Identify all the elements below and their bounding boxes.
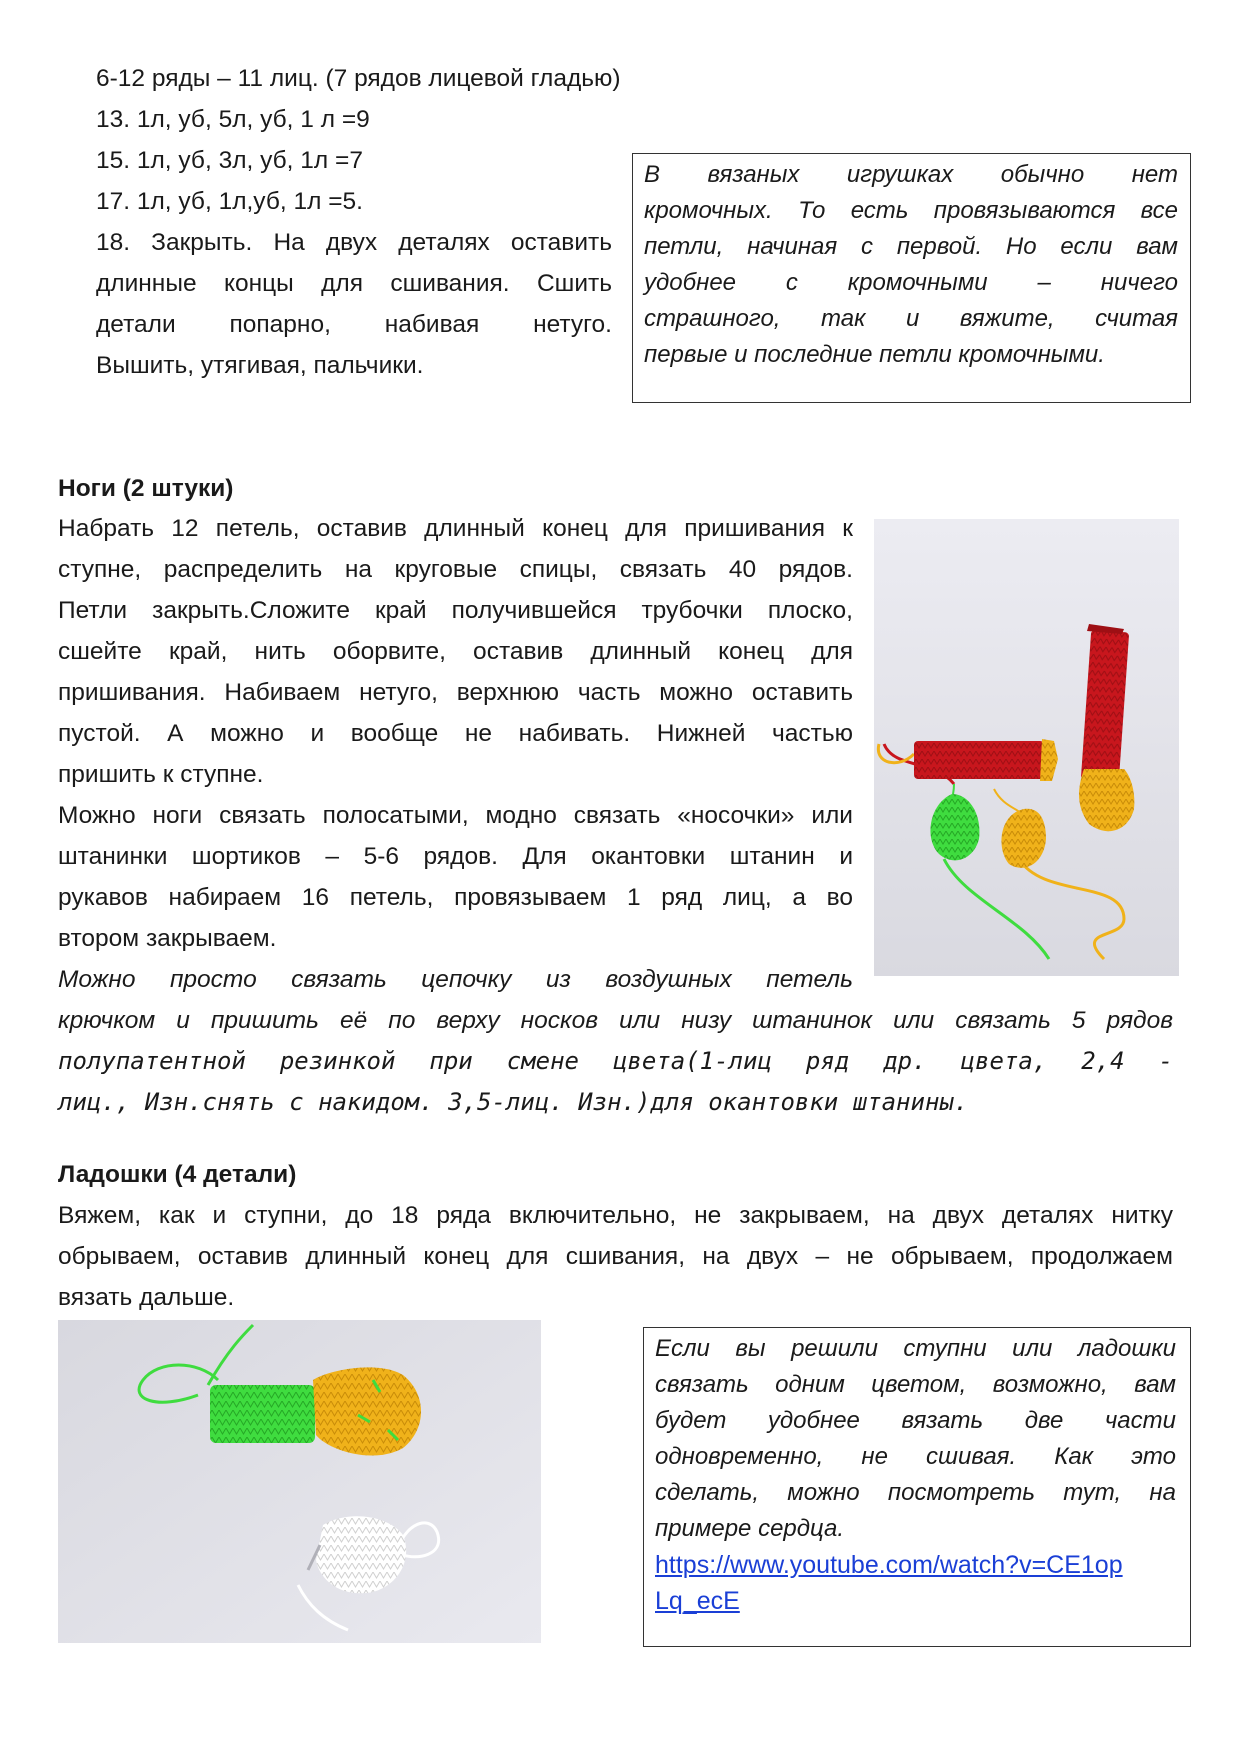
paragraph-line: Можно ноги связать полосатыми, модно связать «носочки» или [58,802,853,829]
mono-line: лиц., Изн.снять с накидом. 3,5-лиц. Изн.)для окантовки штанины. [58,1088,969,1116]
list-line: длинные концы для сшивания. Сшить [96,270,612,297]
paragraph-line: ступне, распределить на круговые спицы, связать 40 рядов. [58,556,853,583]
note-line: страшного, так и вяжите, считая [644,305,1178,332]
list-line: 17. 1л, уб, 1л,уб, 1л =5. [96,188,363,215]
paragraph-line: сшейте край, нить оборвите, оставив длинный конец для [58,638,853,665]
note-line: петли, начиная с первой. Но если вам [644,233,1178,260]
section-heading-legs: Ноги (2 штуки) [58,475,234,502]
paragraph-line: Набрать 12 петель, оставив длинный конец для пришивания к [58,515,853,542]
paragraph-line: пришивания. Набиваем нетуго, верхнюю часть можно оставить [58,679,853,706]
knitted-palms-image [58,1320,541,1643]
youtube-link[interactable]: https://www.youtube.com/watch?v=CE1op [655,1551,1123,1579]
note-line: В вязаных игрушках обычно нет [644,161,1178,188]
note-line: будет удобнее вязать две части [655,1407,1176,1434]
note-line: примере сердца. [655,1515,845,1542]
paragraph-line: штанинки шортиков – 5-6 рядов. Для окантовки штанин и [58,843,853,870]
italic-line: Можно просто связать цепочку из воздушных петель [58,966,853,993]
list-line: детали попарно, набивая нетуго. [96,311,612,338]
note-box-edge-stitches [632,153,1191,403]
note-line: одновременно, не сшивая. Как это [655,1443,1176,1470]
list-line: 15. 1л, уб, 3л, уб, 1л =7 [96,147,363,174]
list-line: 6-12 ряды – 11 лиц. (7 рядов лицевой гладью) [96,65,621,92]
paragraph-line: пришить к ступне. [58,761,264,788]
list-line: 13. 1л, уб, 5л, уб, 1 л =9 [96,106,370,133]
palms-photo [58,1320,541,1643]
paragraph-line: Вяжем, как и ступни, до 18 ряда включительно, не закрываем, на двух деталях нитку [58,1202,1173,1229]
italic-line: крючком и пришить её по верху носков или низу штанинок или связать 5 рядов [58,1007,1173,1034]
paragraph-line: втором закрываем. [58,925,277,952]
list-line: 18. Закрыть. На двух деталях оставить [96,229,612,256]
paragraph-line: рукавов набираем 16 петель, провязываем 1 ряд лиц, а во [58,884,853,911]
note-line: Если вы решили ступни или ладошки [655,1335,1176,1362]
note-line: первые и последние петли кромочными. [644,341,1105,368]
note-line: удобнее с кромочными – ничего [644,269,1178,296]
note-line: сделать, можно посмотреть тут, на [655,1479,1176,1506]
list-line: Вышить, утягивая, пальчики. [96,352,424,379]
paragraph-line: Петли закрыть.Сложите край получившейся трубочки плоско, [58,597,853,624]
knitted-legs-image [874,519,1179,976]
paragraph-line: вязать дальше. [58,1284,235,1311]
note-box-one-color [643,1327,1191,1647]
paragraph-line: обрываем, оставив длинный конец для сшивания, на двух – не обрываем, продолжаем [58,1243,1173,1270]
paragraph-line: пустой. А можно и вообще не набивать. Нижней частью [58,720,853,747]
note-line: связать одним цветом, возможно, вам [655,1371,1176,1398]
mono-line: полупатентной резинкой при смене цвета(1-лиц ряд др. цвета, 2,4 - [58,1047,1173,1075]
section-heading-palms: Ладошки (4 детали) [58,1161,297,1188]
youtube-link-continued[interactable]: Lq_ecE [655,1587,740,1615]
legs-photo [874,519,1179,976]
note-line: кромочных. То есть провязываются все [644,197,1178,224]
